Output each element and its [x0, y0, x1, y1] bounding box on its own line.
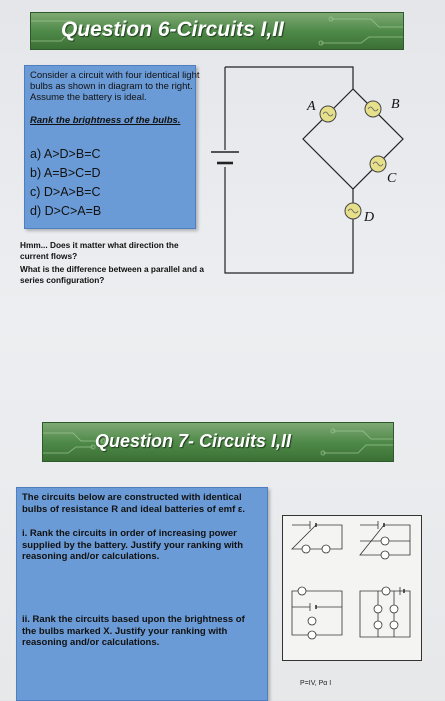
q6-note-direction: Hmm... Does it matter what direction the current flows?	[20, 240, 179, 261]
bulb-d-icon	[345, 203, 361, 219]
q7-title-banner	[42, 422, 394, 462]
q7-question-box	[16, 487, 268, 701]
q6-question-box	[24, 65, 200, 229]
bulb-c-icon	[370, 156, 386, 172]
bulb-a-icon	[320, 106, 336, 122]
q7-formula: P=IV, Pα I	[300, 680, 332, 687]
q7-circuits-figure	[282, 515, 422, 661]
bulb-label-d: D	[364, 210, 375, 225]
battery-icon	[211, 152, 239, 163]
q7-title: Question 7- Circuits I,II	[95, 431, 292, 451]
q6-option-a: a) A>D>B=C	[30, 147, 101, 161]
bulb-label-c: C	[387, 171, 397, 186]
q7-part-ii: ii. Rank the circuits based upon the brightness of the bulbs marked X. Justify your ranking with reasoning and/or calculations.	[22, 614, 245, 648]
bulb-label-a: A	[307, 99, 316, 114]
q6-circuit-diagram	[195, 55, 435, 285]
q6-option-b: b) A=B>C=D	[30, 166, 101, 180]
q6-rank-instruction: Rank the brightness of the bulbs.	[30, 115, 181, 126]
q6-option-c: c) D>A>B=C	[30, 185, 101, 199]
q6-title-banner	[30, 12, 404, 50]
bulb-b-icon	[365, 101, 381, 117]
q6-prompt: Consider a circuit with four identical light bulbs as shown in diagram to the right. Assume the battery is ideal.	[30, 70, 200, 103]
q6-note-parallel-series: What is the difference between a parallel and a series configuration?	[20, 264, 204, 285]
bulb-label-b: B	[391, 97, 400, 112]
q6-option-d: d) D>C>A=B	[30, 204, 102, 218]
q7-part-i: i. Rank the circuits in order of increasing power supplied by the battery. Justify your ranking with reasoning and/or calculations.	[22, 528, 243, 562]
q6-title: Question 6-Circuits I,II	[61, 18, 284, 41]
q7-intro: The circuits below are constructed with identical bulbs of resistance R and ideal batteries of emf ε.	[22, 492, 246, 515]
